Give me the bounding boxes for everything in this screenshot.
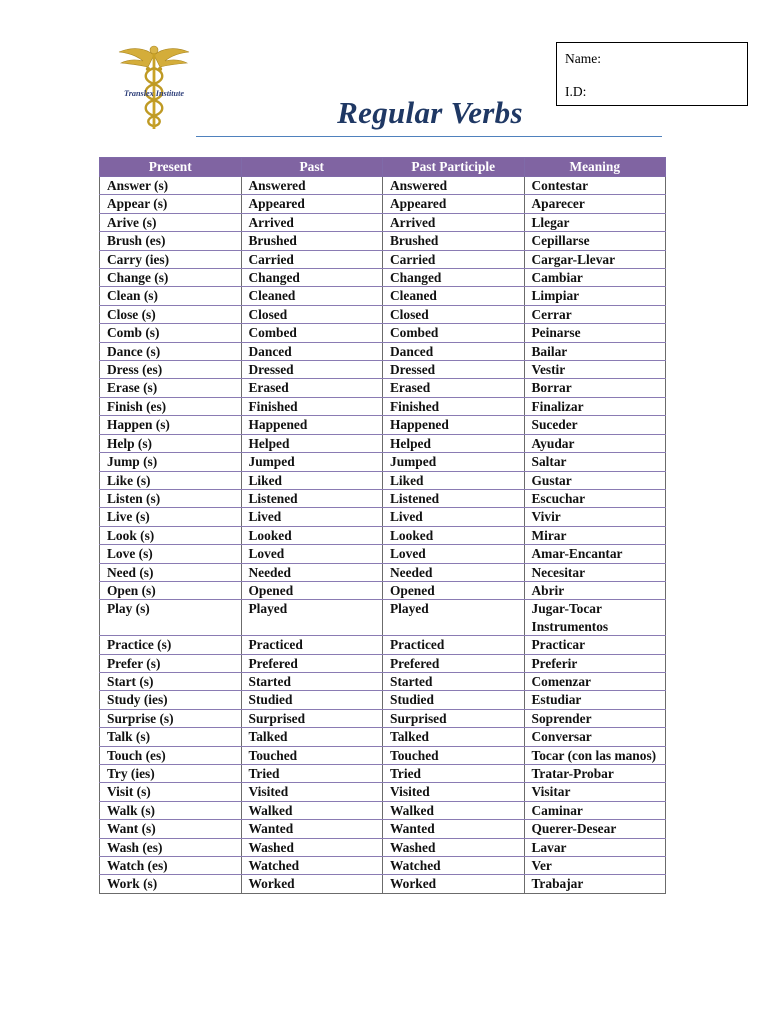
past-participle-cell: Appeared: [383, 195, 525, 213]
past-participle-cell: Surprised: [383, 709, 525, 727]
id-label: I.D:: [565, 84, 587, 99]
meaning-cell: Visitar: [524, 783, 666, 801]
present-cell: Wash (es): [100, 838, 242, 856]
table-row: [100, 728, 666, 746]
past-participle-cell: Brushed: [383, 232, 525, 250]
meaning-cell: Abrir: [524, 581, 666, 599]
past-participle-cell: Combed: [383, 324, 525, 342]
past-participle-cell: Washed: [383, 838, 525, 856]
past-participle-cell: Listened: [383, 489, 525, 507]
past-participle-cell: Walked: [383, 801, 525, 819]
present-cell: Change (s): [100, 269, 242, 287]
present-cell: Dance (s): [100, 342, 242, 360]
meaning-cell: Ver: [524, 857, 666, 875]
meaning-cell: Jugar-Tocar Instrumentos: [524, 600, 666, 636]
past-participle-cell: Loved: [383, 545, 525, 563]
past-cell: Jumped: [241, 453, 383, 471]
table-row: [100, 269, 666, 287]
meaning-cell: Practicar: [524, 636, 666, 654]
present-cell: Finish (es): [100, 397, 242, 415]
past-participle-cell: Helped: [383, 434, 525, 452]
meaning-cell: Ayudar: [524, 434, 666, 452]
meaning-cell: Vestir: [524, 361, 666, 379]
past-participle-cell: Wanted: [383, 820, 525, 838]
present-cell: Need (s): [100, 563, 242, 581]
past-cell: Walked: [241, 801, 383, 819]
present-cell: Practice (s): [100, 636, 242, 654]
table-row: [100, 305, 666, 323]
past-participle-cell: Arrived: [383, 213, 525, 231]
table-row: [100, 820, 666, 838]
meaning-cell: Peinarse: [524, 324, 666, 342]
past-participle-cell: Tried: [383, 765, 525, 783]
title-underline: [196, 136, 662, 137]
past-cell: Touched: [241, 746, 383, 764]
past-participle-cell: Danced: [383, 342, 525, 360]
past-cell: Appeared: [241, 195, 383, 213]
present-cell: Carry (ies): [100, 250, 242, 268]
table-row: [100, 489, 666, 507]
present-cell: Like (s): [100, 471, 242, 489]
table-row: [100, 342, 666, 360]
present-cell: Watch (es): [100, 857, 242, 875]
past-participle-cell: Studied: [383, 691, 525, 709]
table-row: [100, 471, 666, 489]
name-label: Name:: [565, 51, 601, 66]
table-row: [100, 232, 666, 250]
meaning-cell: Comenzar: [524, 672, 666, 690]
past-cell: Erased: [241, 379, 383, 397]
past-participle-cell: Worked: [383, 875, 525, 893]
present-cell: Talk (s): [100, 728, 242, 746]
present-cell: Love (s): [100, 545, 242, 563]
table-row: [100, 636, 666, 654]
table-row: [100, 801, 666, 819]
past-cell: Visited: [241, 783, 383, 801]
past-participle-cell: Lived: [383, 508, 525, 526]
past-participle-cell: Jumped: [383, 453, 525, 471]
meaning-cell: Querer-Desear: [524, 820, 666, 838]
past-cell: Played: [241, 600, 383, 636]
present-cell: Try (ies): [100, 765, 242, 783]
meaning-cell: Conversar: [524, 728, 666, 746]
table-row: [100, 250, 666, 268]
table-row: [100, 453, 666, 471]
past-cell: Practiced: [241, 636, 383, 654]
past-participle-cell: Started: [383, 672, 525, 690]
present-cell: Answer (s): [100, 177, 242, 195]
table-row: [100, 563, 666, 581]
caduceus-icon: [113, 38, 195, 136]
present-cell: Help (s): [100, 434, 242, 452]
present-cell: Work (s): [100, 875, 242, 893]
past-participle-cell: Changed: [383, 269, 525, 287]
past-cell: Loved: [241, 545, 383, 563]
meaning-cell: Lavar: [524, 838, 666, 856]
present-cell: Erase (s): [100, 379, 242, 397]
past-cell: Looked: [241, 526, 383, 544]
meaning-cell: Cepillarse: [524, 232, 666, 250]
meaning-cell: Estudiar: [524, 691, 666, 709]
meaning-cell: Tratar-Probar: [524, 765, 666, 783]
present-cell: Appear (s): [100, 195, 242, 213]
present-cell: Listen (s): [100, 489, 242, 507]
past-participle-cell: Closed: [383, 305, 525, 323]
past-cell: Danced: [241, 342, 383, 360]
present-cell: Arive (s): [100, 213, 242, 231]
past-cell: Listened: [241, 489, 383, 507]
meaning-cell: Tocar (con las manos): [524, 746, 666, 764]
past-cell: Studied: [241, 691, 383, 709]
past-cell: Surprised: [241, 709, 383, 727]
past-cell: Washed: [241, 838, 383, 856]
present-cell: Close (s): [100, 305, 242, 323]
past-participle-cell: Finished: [383, 397, 525, 415]
table-row: [100, 672, 666, 690]
header-past: Past: [241, 158, 383, 177]
past-cell: Opened: [241, 581, 383, 599]
present-cell: Want (s): [100, 820, 242, 838]
past-cell: Liked: [241, 471, 383, 489]
present-cell: Brush (es): [100, 232, 242, 250]
header-meaning: Meaning: [524, 158, 666, 177]
table-row: [100, 875, 666, 893]
institute-logo: [113, 38, 195, 136]
past-cell: Tried: [241, 765, 383, 783]
header-past-participle: Past Participle: [383, 158, 525, 177]
meaning-cell: Finalizar: [524, 397, 666, 415]
past-participle-cell: Prefered: [383, 654, 525, 672]
past-cell: Talked: [241, 728, 383, 746]
present-cell: Walk (s): [100, 801, 242, 819]
present-cell: Study (ies): [100, 691, 242, 709]
table-row: [100, 195, 666, 213]
table-header-row: [100, 158, 666, 177]
past-cell: Worked: [241, 875, 383, 893]
present-cell: Touch (es): [100, 746, 242, 764]
past-participle-cell: Cleaned: [383, 287, 525, 305]
past-cell: Cleaned: [241, 287, 383, 305]
table-row: [100, 508, 666, 526]
meaning-cell: Contestar: [524, 177, 666, 195]
past-participle-cell: Liked: [383, 471, 525, 489]
past-participle-cell: Watched: [383, 857, 525, 875]
meaning-cell: Gustar: [524, 471, 666, 489]
meaning-cell: Limpiar: [524, 287, 666, 305]
meaning-cell: Cargar-Llevar: [524, 250, 666, 268]
meaning-cell: Saltar: [524, 453, 666, 471]
present-cell: Jump (s): [100, 453, 242, 471]
table-row: [100, 857, 666, 875]
meaning-cell: Amar-Encantar: [524, 545, 666, 563]
meaning-cell: Cambiar: [524, 269, 666, 287]
present-cell: Clean (s): [100, 287, 242, 305]
meaning-cell: Trabajar: [524, 875, 666, 893]
past-participle-cell: Dressed: [383, 361, 525, 379]
past-participle-cell: Visited: [383, 783, 525, 801]
past-cell: Prefered: [241, 654, 383, 672]
present-cell: Live (s): [100, 508, 242, 526]
table-row: [100, 783, 666, 801]
meaning-cell: Mirar: [524, 526, 666, 544]
table-row: [100, 691, 666, 709]
past-cell: Needed: [241, 563, 383, 581]
meaning-cell: Bailar: [524, 342, 666, 360]
past-cell: Carried: [241, 250, 383, 268]
table-body: [100, 177, 666, 894]
present-cell: Visit (s): [100, 783, 242, 801]
meaning-cell: Llegar: [524, 213, 666, 231]
past-participle-cell: Happened: [383, 416, 525, 434]
logo-wordmark: Translex Institute: [124, 89, 184, 98]
past-participle-cell: Practiced: [383, 636, 525, 654]
present-cell: Start (s): [100, 672, 242, 690]
past-cell: Happened: [241, 416, 383, 434]
meaning-cell: Aparecer: [524, 195, 666, 213]
present-cell: Comb (s): [100, 324, 242, 342]
past-cell: Started: [241, 672, 383, 690]
present-cell: Dress (es): [100, 361, 242, 379]
meaning-cell: Suceder: [524, 416, 666, 434]
past-cell: Brushed: [241, 232, 383, 250]
table-row: [100, 379, 666, 397]
meaning-cell: Soprender: [524, 709, 666, 727]
past-participle-cell: Answered: [383, 177, 525, 195]
past-participle-cell: Played: [383, 600, 525, 636]
past-cell: Helped: [241, 434, 383, 452]
meaning-cell: Escuchar: [524, 489, 666, 507]
table-row: [100, 416, 666, 434]
past-participle-cell: Looked: [383, 526, 525, 544]
table-row: [100, 434, 666, 452]
present-cell: Prefer (s): [100, 654, 242, 672]
past-cell: Answered: [241, 177, 383, 195]
past-cell: Wanted: [241, 820, 383, 838]
meaning-cell: Borrar: [524, 379, 666, 397]
past-participle-cell: Erased: [383, 379, 525, 397]
past-cell: Combed: [241, 324, 383, 342]
present-cell: Look (s): [100, 526, 242, 544]
meaning-cell: Caminar: [524, 801, 666, 819]
past-participle-cell: Opened: [383, 581, 525, 599]
past-cell: Changed: [241, 269, 383, 287]
present-cell: Happen (s): [100, 416, 242, 434]
table-row: [100, 838, 666, 856]
table-row: [100, 545, 666, 563]
table-row: [100, 746, 666, 764]
past-cell: Watched: [241, 857, 383, 875]
meaning-cell: Cerrar: [524, 305, 666, 323]
past-participle-cell: Talked: [383, 728, 525, 746]
past-participle-cell: Touched: [383, 746, 525, 764]
meaning-cell: Necesitar: [524, 563, 666, 581]
header-present: Present: [100, 158, 242, 177]
table-row: [100, 765, 666, 783]
table-row: [100, 397, 666, 415]
table-row: [100, 213, 666, 231]
table-row: [100, 361, 666, 379]
meaning-cell: Preferir: [524, 654, 666, 672]
past-participle-cell: Carried: [383, 250, 525, 268]
past-cell: Dressed: [241, 361, 383, 379]
present-cell: Surprise (s): [100, 709, 242, 727]
page-title: Regular Verbs: [337, 95, 523, 130]
regular-verbs-table: [99, 157, 666, 894]
past-cell: Arrived: [241, 213, 383, 231]
table-row: [100, 287, 666, 305]
past-cell: Closed: [241, 305, 383, 323]
past-cell: Finished: [241, 397, 383, 415]
present-cell: Open (s): [100, 581, 242, 599]
table-row: [100, 600, 666, 636]
table-row: [100, 526, 666, 544]
past-cell: Lived: [241, 508, 383, 526]
table-row: [100, 709, 666, 727]
table-row: [100, 581, 666, 599]
meaning-cell: Vivir: [524, 508, 666, 526]
past-participle-cell: Needed: [383, 563, 525, 581]
table-row: [100, 324, 666, 342]
present-cell: Play (s): [100, 600, 242, 636]
table-row: [100, 654, 666, 672]
table-row: [100, 177, 666, 195]
